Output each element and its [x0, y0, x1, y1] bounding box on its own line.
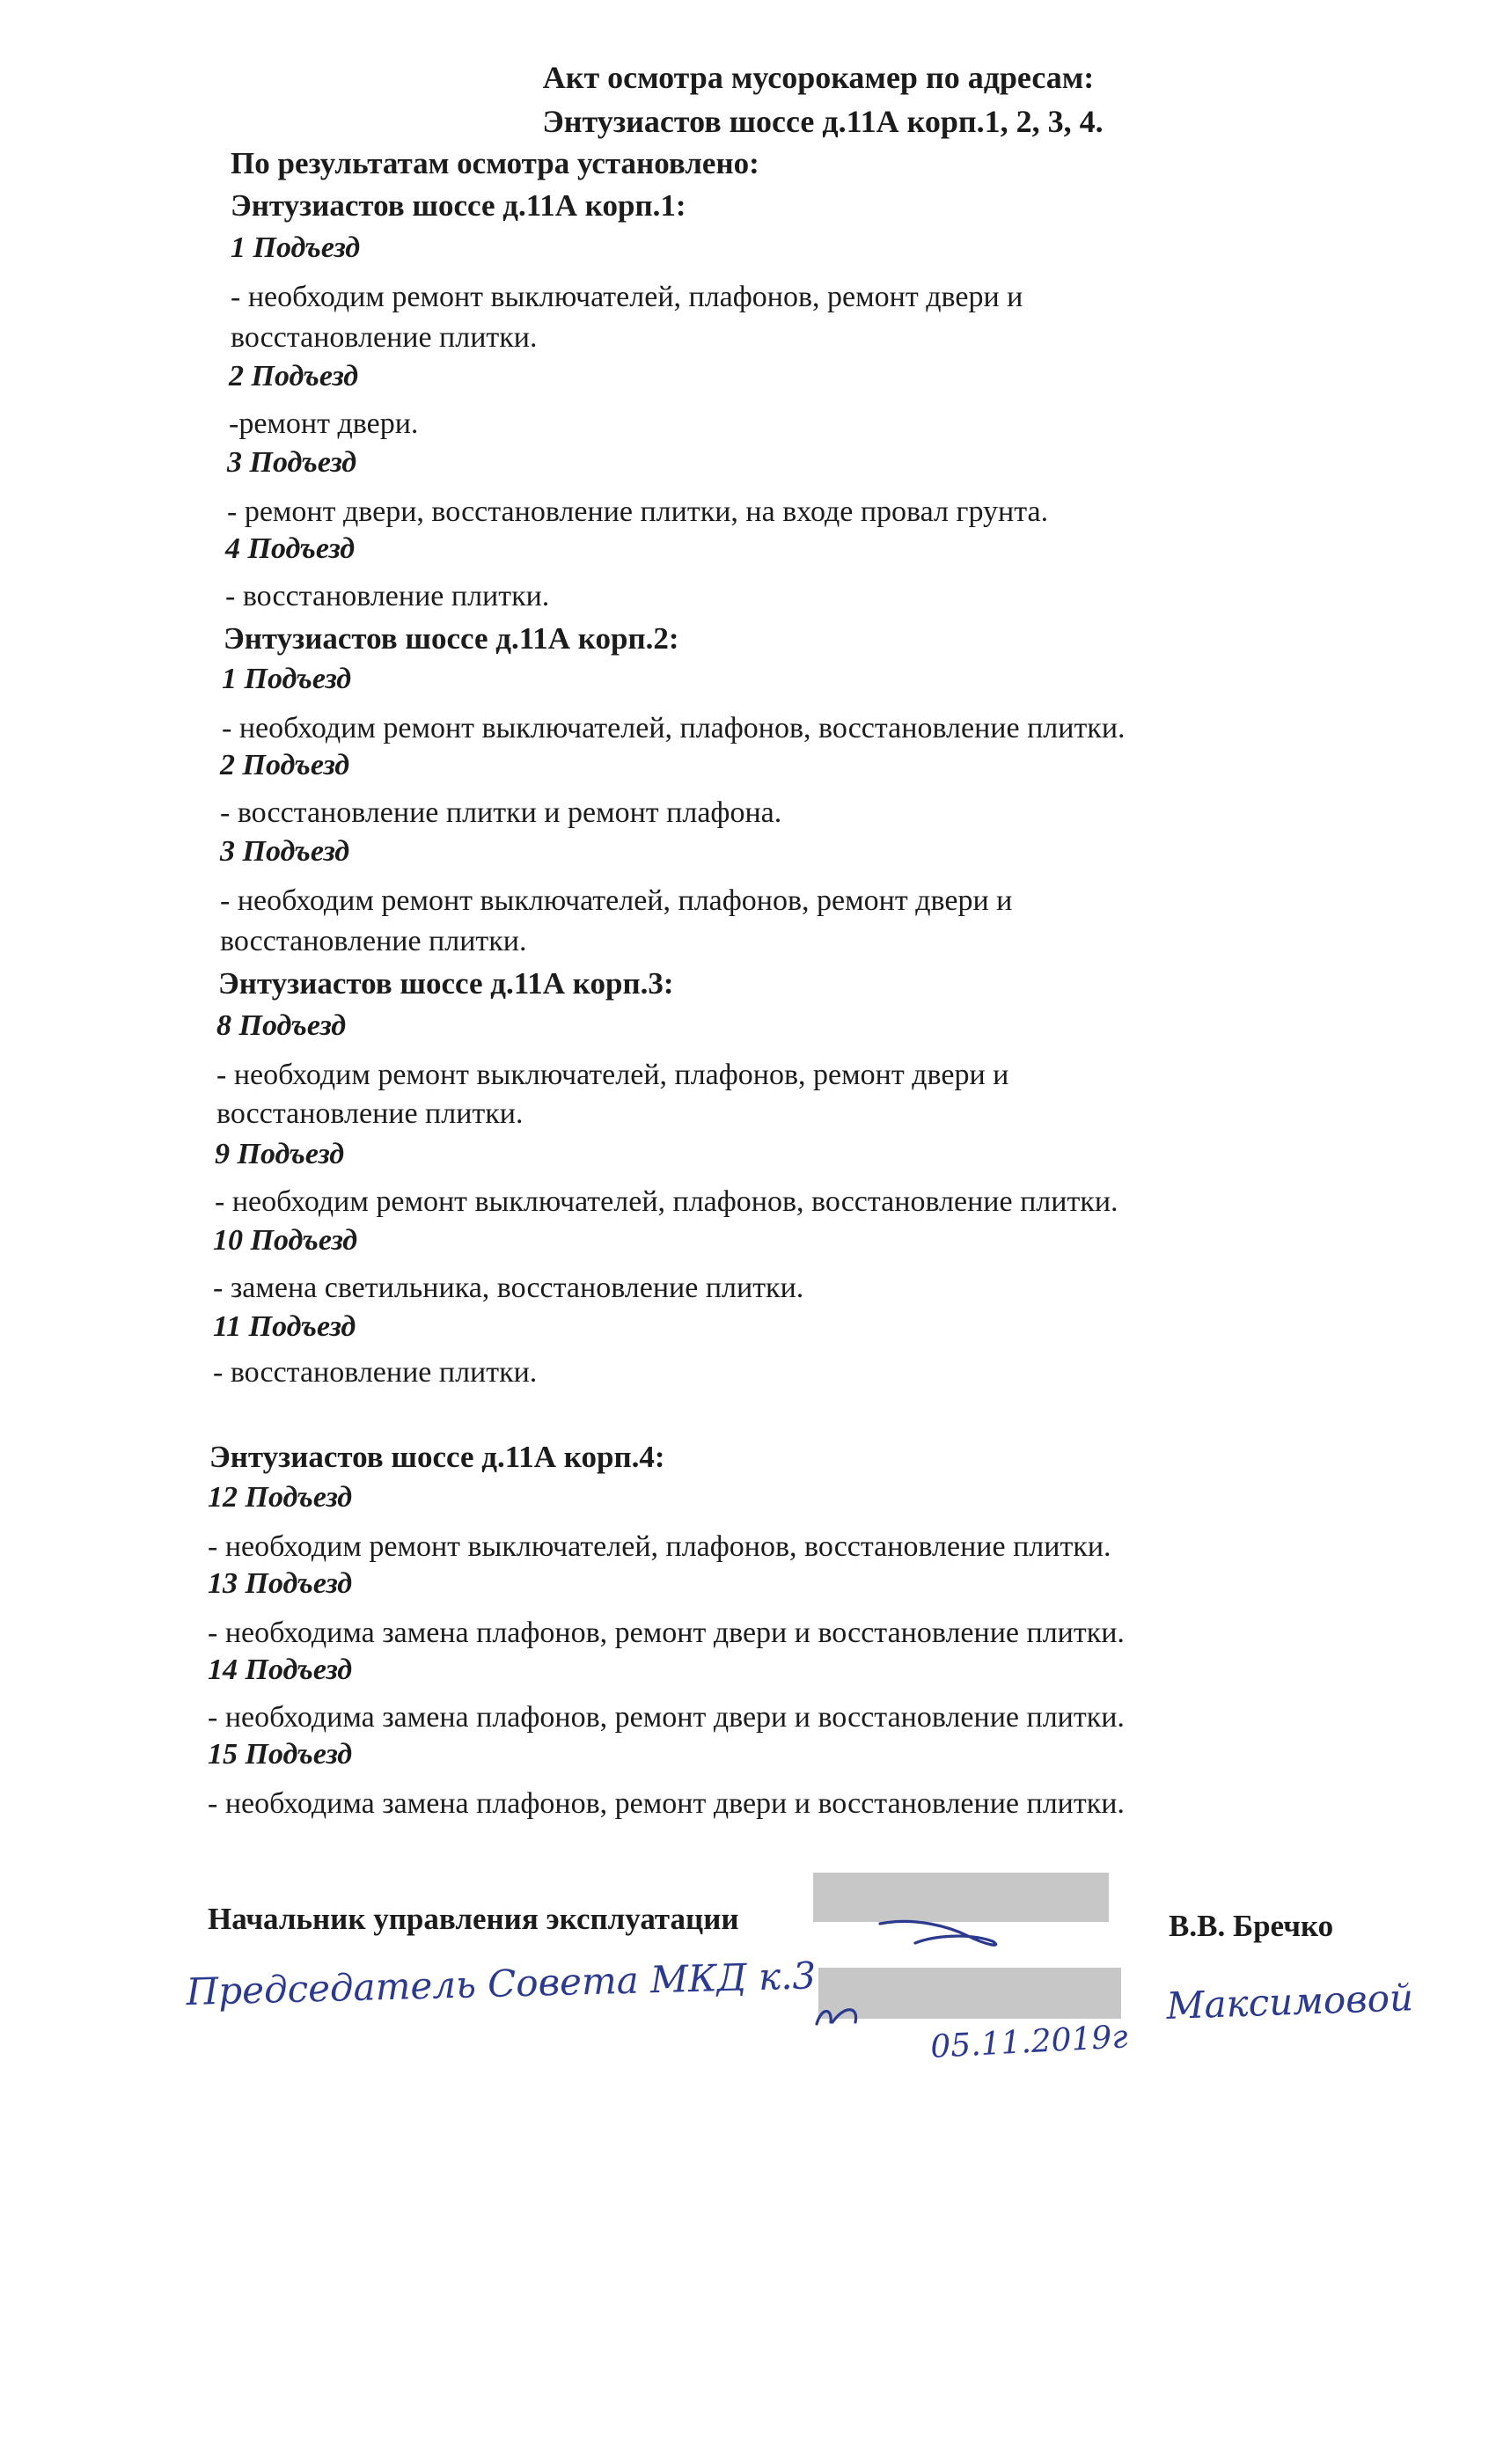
entrance-note: -ремонт двери. [229, 407, 419, 440]
entrance-label: 11 Подъезд [213, 1310, 356, 1343]
redaction-box [818, 1968, 1121, 2019]
entrance-label: 14 Подъезд [208, 1654, 353, 1686]
entrance-label: 3 Подъезд [220, 835, 350, 868]
entrance-note: восстановление плитки. [216, 1097, 524, 1130]
entrance-label: 10 Подъезд [213, 1224, 358, 1257]
handwritten-line-1: Председатель Совета МКД к.3 [185, 1954, 817, 2013]
handwritten-date: 05.11.2019г [929, 2019, 1129, 2065]
signatory-name: В.В. Бречко [1169, 1909, 1334, 1943]
entrance-note: - замена светильника, восстановление плитки. [213, 1272, 804, 1304]
document-title-address: Энтузиастов шоссе д.11А корп.1, 2, 3, 4. [542, 104, 1104, 139]
entrance-note: восстановление плитки. [220, 925, 527, 957]
document-title: Акт осмотра мусорокамер по адресам: [542, 60, 1095, 95]
handwritten-line-2: Максимовой [1165, 1976, 1414, 2028]
entrance-note: - ремонт двери, восстановление плитки, на входе провал грунта. [227, 495, 1049, 528]
entrance-label: 1 Подъезд [231, 231, 361, 264]
redaction-box [813, 1873, 1109, 1922]
section-heading-korp-1: Энтузиастов шоссе д.11А корп.1: [231, 188, 686, 223]
entrance-note: - необходима замена плафонов, ремонт двери и восстановление плитки. [208, 1787, 1125, 1820]
entrance-note: - восстановление плитки. [225, 580, 550, 612]
entrance-note: восстановление плитки. [231, 321, 538, 354]
entrance-note: - необходим ремонт выключателей, плафонов, ремонт двери и [216, 1059, 1009, 1091]
entrance-note: - необходим ремонт выключателей, плафонов, восстановление плитки. [208, 1530, 1111, 1563]
entrance-label: 13 Подъезд [208, 1567, 353, 1600]
entrance-label: 1 Подъезд [222, 663, 352, 695]
entrance-note: - необходима замена плафонов, ремонт двери и восстановление плитки. [208, 1617, 1125, 1649]
entrance-label: 8 Подъезд [216, 1009, 347, 1042]
entrance-note: - необходим ремонт выключателей, плафонов, ремонт двери и [231, 281, 1023, 313]
entrance-label: 2 Подъезд [220, 749, 350, 781]
entrance-note: - восстановление плитки. [213, 1356, 538, 1389]
entrance-label: 4 Подъезд [225, 532, 356, 565]
entrance-note: - необходима замена плафонов, ремонт двери и восстановление плитки. [208, 1701, 1125, 1734]
intro-line: По результатам осмотра установлено: [231, 146, 759, 180]
entrance-label: 3 Подъезд [227, 446, 357, 479]
entrance-note: - необходим ремонт выключателей, плафонов, восстановление плитки. [222, 712, 1126, 744]
section-heading-korp-3: Энтузиастов шоссе д.11А корп.3: [218, 966, 674, 1001]
section-heading-korp-2: Энтузиастов шоссе д.11А корп.2: [224, 621, 679, 656]
entrance-label: 12 Подъезд [208, 1481, 353, 1514]
entrance-label: 15 Подъезд [208, 1738, 353, 1771]
entrance-label: 2 Подъезд [229, 360, 359, 392]
entrance-note: - необходим ремонт выключателей, плафонов, ремонт двери и [220, 884, 1013, 917]
section-heading-korp-4: Энтузиастов шоссе д.11А корп.4: [209, 1440, 665, 1474]
entrance-note: - восстановление плитки и ремонт плафона. [220, 796, 782, 829]
signatory-position: Начальник управления эксплуатации [208, 1902, 739, 1936]
entrance-label: 9 Подъезд [215, 1138, 345, 1170]
entrance-note: - необходим ремонт выключателей, плафонов, восстановление плитки. [215, 1185, 1118, 1218]
